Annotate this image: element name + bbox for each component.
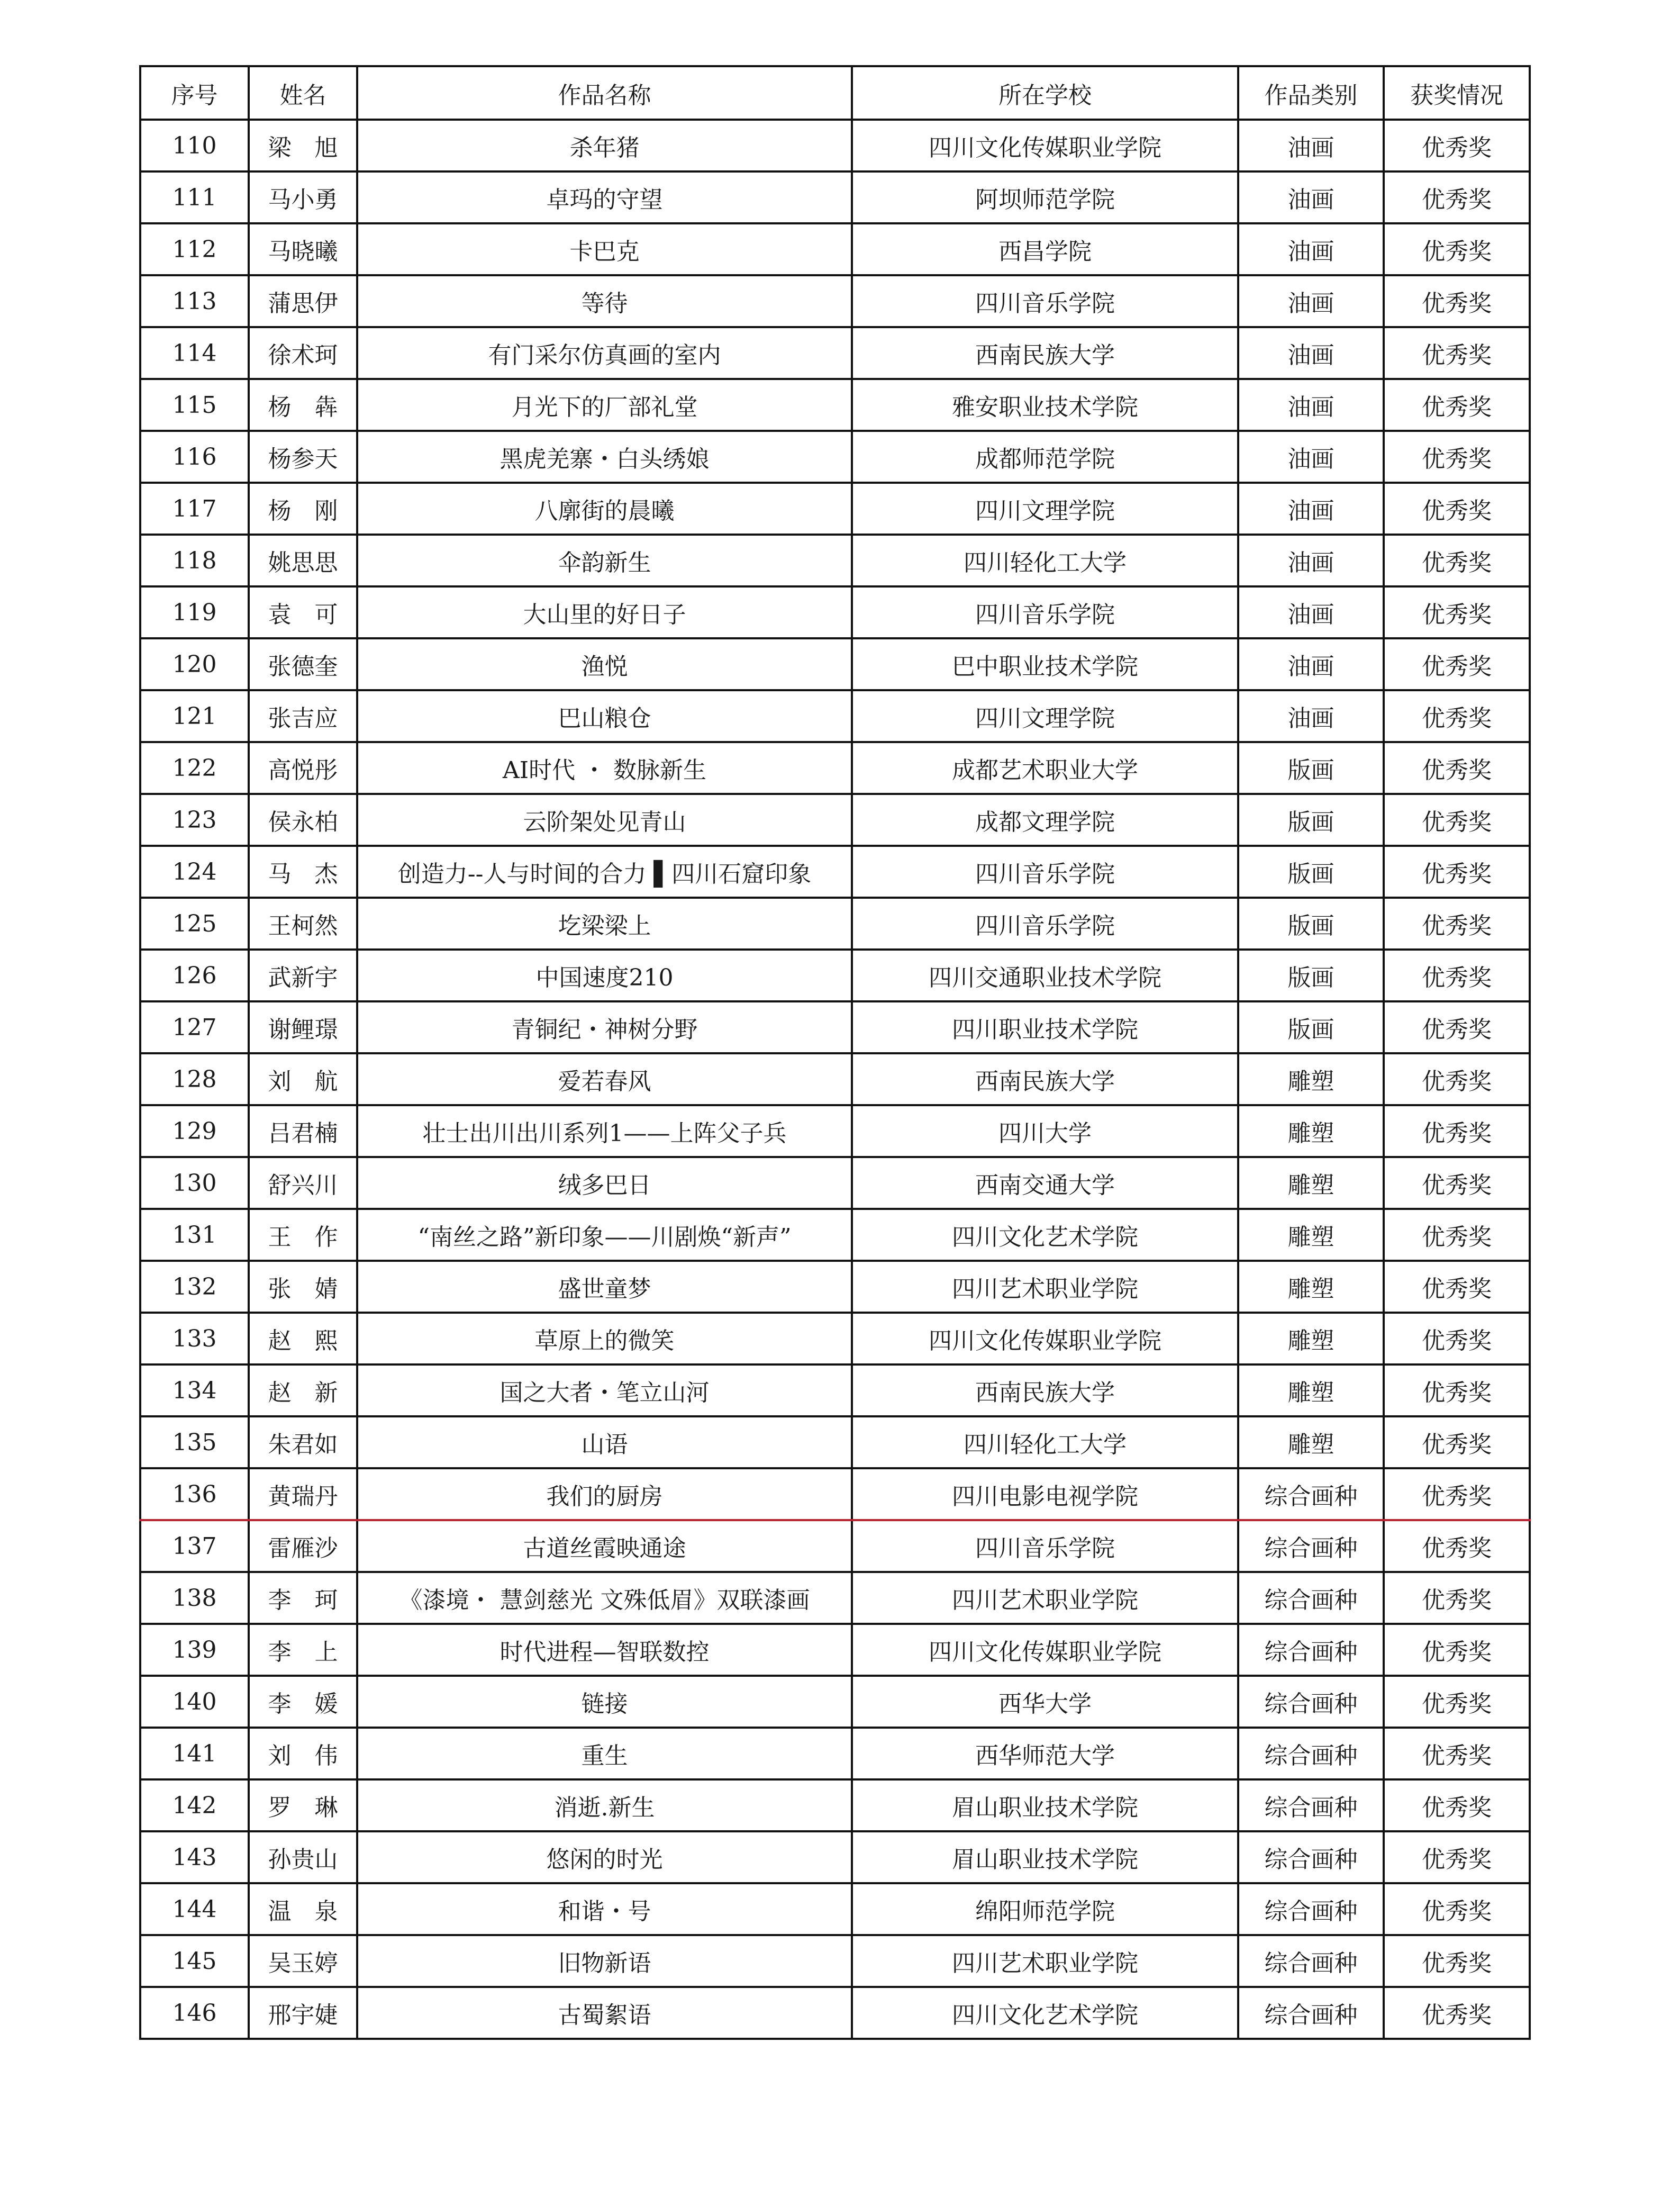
cell-index: 133 xyxy=(140,1313,249,1364)
table-row xyxy=(140,898,1530,950)
cell-school: 西昌学院 xyxy=(852,223,1238,275)
cell-award: 优秀奖 xyxy=(1384,1468,1530,1520)
table-row xyxy=(140,1883,1530,1935)
cell-school: 四川艺术职业学院 xyxy=(852,1572,1238,1624)
cell-name: 温 泉 xyxy=(249,1883,357,1935)
table-row xyxy=(140,1364,1530,1416)
cell-name: 雷雁沙 xyxy=(249,1520,357,1572)
cell-school: 四川职业技术学院 xyxy=(852,1001,1238,1053)
cell-index: 134 xyxy=(140,1364,249,1416)
cell-name: 王 作 xyxy=(249,1209,357,1261)
cell-school: 四川音乐学院 xyxy=(852,275,1238,327)
cell-school: 西华师范大学 xyxy=(852,1728,1238,1779)
cell-school: 巴中职业技术学院 xyxy=(852,638,1238,690)
cell-award: 优秀奖 xyxy=(1384,327,1530,379)
table-row xyxy=(140,690,1530,742)
table-row xyxy=(140,1157,1530,1209)
cell-award: 优秀奖 xyxy=(1384,431,1530,483)
cell-award: 优秀奖 xyxy=(1384,950,1530,1001)
cell-award: 优秀奖 xyxy=(1384,1987,1530,2039)
cell-index: 140 xyxy=(140,1676,249,1728)
table-row xyxy=(140,535,1530,586)
cell-index: 113 xyxy=(140,275,249,327)
cell-school: 雅安职业技术学院 xyxy=(852,379,1238,431)
cell-name: 张 婧 xyxy=(249,1261,357,1313)
table-body xyxy=(140,120,1530,2039)
cell-name: 高悦彤 xyxy=(249,742,357,794)
table-row xyxy=(140,379,1530,431)
cell-index: 111 xyxy=(140,171,249,223)
cell-school: 成都师范学院 xyxy=(852,431,1238,483)
cell-category: 雕塑 xyxy=(1238,1209,1384,1261)
cell-index: 117 xyxy=(140,483,249,535)
table-row xyxy=(140,1987,1530,2039)
cell-school: 眉山职业技术学院 xyxy=(852,1779,1238,1831)
cell-index: 138 xyxy=(140,1572,249,1624)
cell-work-title: 大山里的好日子 xyxy=(357,586,852,638)
cell-award: 优秀奖 xyxy=(1384,1520,1530,1572)
header-category: 作品类别 xyxy=(1238,66,1384,120)
cell-school: 四川轻化工大学 xyxy=(852,1416,1238,1468)
cell-index: 139 xyxy=(140,1624,249,1676)
cell-work-title: 八廓街的晨曦 xyxy=(357,483,852,535)
cell-school: 绵阳师范学院 xyxy=(852,1883,1238,1935)
cell-index: 127 xyxy=(140,1001,249,1053)
cell-work-title: 盛世童梦 xyxy=(357,1261,852,1313)
header-row xyxy=(140,66,1530,120)
cell-category: 雕塑 xyxy=(1238,1157,1384,1209)
table-row xyxy=(140,1053,1530,1105)
cell-category: 油画 xyxy=(1238,638,1384,690)
cell-school: 四川大学 xyxy=(852,1105,1238,1157)
table-row xyxy=(140,638,1530,690)
cell-index: 118 xyxy=(140,535,249,586)
cell-name: 赵 新 xyxy=(249,1364,357,1416)
table-row xyxy=(140,171,1530,223)
cell-index: 123 xyxy=(140,794,249,846)
table-row xyxy=(140,483,1530,535)
cell-name: 孙贵山 xyxy=(249,1831,357,1883)
cell-work-title: 创造力--人与时间的合力 ▌四川石窟印象 xyxy=(357,846,852,898)
cell-school: 四川交通职业技术学院 xyxy=(852,950,1238,1001)
cell-work-title: 伞韵新生 xyxy=(357,535,852,586)
cell-name: 侯永柏 xyxy=(249,794,357,846)
cell-award: 优秀奖 xyxy=(1384,1313,1530,1364)
table-row xyxy=(140,950,1530,1001)
table-row xyxy=(140,1572,1530,1624)
cell-category: 油画 xyxy=(1238,327,1384,379)
header-index: 序号 xyxy=(140,66,249,120)
table-row xyxy=(140,1261,1530,1313)
cell-name: 李 媛 xyxy=(249,1676,357,1728)
cell-category: 版画 xyxy=(1238,898,1384,950)
cell-name: 舒兴川 xyxy=(249,1157,357,1209)
cell-award: 优秀奖 xyxy=(1384,690,1530,742)
cell-category: 版画 xyxy=(1238,794,1384,846)
cell-name: 张德奎 xyxy=(249,638,357,690)
cell-name: 杨 刚 xyxy=(249,483,357,535)
cell-index: 122 xyxy=(140,742,249,794)
table-row xyxy=(140,1624,1530,1676)
cell-index: 112 xyxy=(140,223,249,275)
cell-school: 四川音乐学院 xyxy=(852,586,1238,638)
cell-index: 130 xyxy=(140,1157,249,1209)
cell-award: 优秀奖 xyxy=(1384,898,1530,950)
cell-award: 优秀奖 xyxy=(1384,171,1530,223)
cell-index: 137 xyxy=(140,1520,249,1572)
table-row xyxy=(140,1001,1530,1053)
cell-category: 版画 xyxy=(1238,1001,1384,1053)
table-row xyxy=(140,1416,1530,1468)
cell-work-title: 巴山粮仓 xyxy=(357,690,852,742)
cell-award: 优秀奖 xyxy=(1384,1053,1530,1105)
cell-name: 刘 伟 xyxy=(249,1728,357,1779)
cell-school: 西南民族大学 xyxy=(852,327,1238,379)
cell-index: 145 xyxy=(140,1935,249,1987)
table-row xyxy=(140,794,1530,846)
cell-index: 142 xyxy=(140,1779,249,1831)
cell-category: 油画 xyxy=(1238,535,1384,586)
cell-index: 126 xyxy=(140,950,249,1001)
header-work-title: 作品名称 xyxy=(357,66,852,120)
cell-category: 综合画种 xyxy=(1238,1883,1384,1935)
cell-name: 袁 可 xyxy=(249,586,357,638)
cell-index: 131 xyxy=(140,1209,249,1261)
table-row xyxy=(140,275,1530,327)
cell-school: 四川文化艺术学院 xyxy=(852,1209,1238,1261)
cell-work-title: 古道丝霞映通途 xyxy=(357,1520,852,1572)
cell-school: 西华大学 xyxy=(852,1676,1238,1728)
cell-school: 四川音乐学院 xyxy=(852,1520,1238,1572)
cell-index: 128 xyxy=(140,1053,249,1105)
header-school: 所在学校 xyxy=(852,66,1238,120)
cell-work-title: 重生 xyxy=(357,1728,852,1779)
cell-category: 综合画种 xyxy=(1238,1779,1384,1831)
cell-school: 阿坝师范学院 xyxy=(852,171,1238,223)
cell-name: 罗 琳 xyxy=(249,1779,357,1831)
cell-index: 132 xyxy=(140,1261,249,1313)
cell-school: 四川文化传媒职业学院 xyxy=(852,1624,1238,1676)
table-row xyxy=(140,1779,1530,1831)
cell-school: 四川文理学院 xyxy=(852,483,1238,535)
cell-category: 雕塑 xyxy=(1238,1105,1384,1157)
cell-school: 四川艺术职业学院 xyxy=(852,1261,1238,1313)
cell-name: 刘 航 xyxy=(249,1053,357,1105)
table-row xyxy=(140,1520,1530,1572)
cell-award: 优秀奖 xyxy=(1384,1831,1530,1883)
cell-award: 优秀奖 xyxy=(1384,586,1530,638)
cell-work-title: 旧物新语 xyxy=(357,1935,852,1987)
cell-name: 王柯然 xyxy=(249,898,357,950)
cell-work-title: 云阶架处见青山 xyxy=(357,794,852,846)
cell-work-title: 月光下的厂部礼堂 xyxy=(357,379,852,431)
cell-index: 121 xyxy=(140,690,249,742)
cell-category: 综合画种 xyxy=(1238,1987,1384,2039)
cell-work-title: 卓玛的守望 xyxy=(357,171,852,223)
cell-work-title: 卡巴克 xyxy=(357,223,852,275)
cell-name: 谢鲤璟 xyxy=(249,1001,357,1053)
table-row xyxy=(140,1105,1530,1157)
cell-index: 146 xyxy=(140,1987,249,2039)
cell-award: 优秀奖 xyxy=(1384,1261,1530,1313)
award-list-sheet xyxy=(139,65,1529,2040)
cell-work-title: 杀年猪 xyxy=(357,120,852,171)
cell-award: 优秀奖 xyxy=(1384,223,1530,275)
cell-award: 优秀奖 xyxy=(1384,1935,1530,1987)
cell-name: 黄瑞丹 xyxy=(249,1468,357,1520)
cell-work-title: 悠闲的时光 xyxy=(357,1831,852,1883)
cell-category: 综合画种 xyxy=(1238,1831,1384,1883)
cell-award: 优秀奖 xyxy=(1384,120,1530,171)
cell-work-title: 壮士出川出川系列1——上阵父子兵 xyxy=(357,1105,852,1157)
cell-name: 张吉应 xyxy=(249,690,357,742)
cell-name: 武新宇 xyxy=(249,950,357,1001)
cell-category: 雕塑 xyxy=(1238,1261,1384,1313)
cell-award: 优秀奖 xyxy=(1384,275,1530,327)
cell-name: 马小勇 xyxy=(249,171,357,223)
cell-index: 135 xyxy=(140,1416,249,1468)
cell-category: 版画 xyxy=(1238,846,1384,898)
cell-category: 综合画种 xyxy=(1238,1520,1384,1572)
cell-category: 综合画种 xyxy=(1238,1468,1384,1520)
cell-school: 四川音乐学院 xyxy=(852,846,1238,898)
cell-index: 110 xyxy=(140,120,249,171)
cell-school: 四川文化传媒职业学院 xyxy=(852,1313,1238,1364)
cell-category: 综合画种 xyxy=(1238,1935,1384,1987)
cell-award: 优秀奖 xyxy=(1384,483,1530,535)
table-row xyxy=(140,742,1530,794)
table-row xyxy=(140,1676,1530,1728)
cell-category: 油画 xyxy=(1238,483,1384,535)
header-name: 姓名 xyxy=(249,66,357,120)
cell-work-title: 国之大者・笔立山河 xyxy=(357,1364,852,1416)
cell-work-title: 消逝.新生 xyxy=(357,1779,852,1831)
cell-name: 杨 犇 xyxy=(249,379,357,431)
cell-name: 赵 熙 xyxy=(249,1313,357,1364)
cell-award: 优秀奖 xyxy=(1384,1105,1530,1157)
cell-work-title: 等待 xyxy=(357,275,852,327)
cell-name: 杨参天 xyxy=(249,431,357,483)
cell-category: 油画 xyxy=(1238,690,1384,742)
header-award: 获奖情况 xyxy=(1384,66,1530,120)
cell-name: 李 珂 xyxy=(249,1572,357,1624)
cell-school: 四川文理学院 xyxy=(852,690,1238,742)
cell-name: 蒲思伊 xyxy=(249,275,357,327)
table-row xyxy=(140,120,1530,171)
cell-award: 优秀奖 xyxy=(1384,1728,1530,1779)
cell-category: 雕塑 xyxy=(1238,1053,1384,1105)
cell-award: 优秀奖 xyxy=(1384,638,1530,690)
cell-award: 优秀奖 xyxy=(1384,742,1530,794)
cell-award: 优秀奖 xyxy=(1384,1883,1530,1935)
cell-award: 优秀奖 xyxy=(1384,794,1530,846)
cell-category: 油画 xyxy=(1238,120,1384,171)
cell-work-title: 古蜀絮语 xyxy=(357,1987,852,2039)
cell-award: 优秀奖 xyxy=(1384,1157,1530,1209)
cell-index: 143 xyxy=(140,1831,249,1883)
cell-award: 优秀奖 xyxy=(1384,1779,1530,1831)
cell-school: 四川电影电视学院 xyxy=(852,1468,1238,1520)
cell-index: 125 xyxy=(140,898,249,950)
cell-school: 成都文理学院 xyxy=(852,794,1238,846)
table-row xyxy=(140,327,1530,379)
table-row xyxy=(140,1831,1530,1883)
cell-work-title: 时代进程—智联数控 xyxy=(357,1624,852,1676)
cell-award: 优秀奖 xyxy=(1384,535,1530,586)
cell-category: 油画 xyxy=(1238,171,1384,223)
cell-award: 优秀奖 xyxy=(1384,1001,1530,1053)
cell-category: 油画 xyxy=(1238,431,1384,483)
cell-name: 梁 旭 xyxy=(249,120,357,171)
cell-name: 马晓曦 xyxy=(249,223,357,275)
cell-award: 优秀奖 xyxy=(1384,1676,1530,1728)
cell-category: 综合画种 xyxy=(1238,1624,1384,1676)
cell-index: 116 xyxy=(140,431,249,483)
table-row xyxy=(140,431,1530,483)
cell-award: 优秀奖 xyxy=(1384,379,1530,431)
cell-category: 雕塑 xyxy=(1238,1364,1384,1416)
cell-work-title: 绒多巴日 xyxy=(357,1157,852,1209)
cell-name: 姚思思 xyxy=(249,535,357,586)
cell-index: 141 xyxy=(140,1728,249,1779)
cell-work-title: 和谐・号 xyxy=(357,1883,852,1935)
cell-work-title: 《漆境・ 慧剑慈光 文殊低眉》双联漆画 xyxy=(357,1572,852,1624)
cell-category: 油画 xyxy=(1238,223,1384,275)
cell-category: 雕塑 xyxy=(1238,1313,1384,1364)
cell-work-title: 青铜纪・神树分野 xyxy=(357,1001,852,1053)
cell-work-title: 我们的厨房 xyxy=(357,1468,852,1520)
table-row xyxy=(140,1935,1530,1987)
cell-school: 四川轻化工大学 xyxy=(852,535,1238,586)
cell-work-title: 圪梁梁上 xyxy=(357,898,852,950)
cell-work-title: 有门采尔仿真画的室内 xyxy=(357,327,852,379)
cell-category: 油画 xyxy=(1238,275,1384,327)
cell-award: 优秀奖 xyxy=(1384,1416,1530,1468)
cell-index: 114 xyxy=(140,327,249,379)
cell-name: 马 杰 xyxy=(249,846,357,898)
cell-index: 120 xyxy=(140,638,249,690)
cell-name: 李 上 xyxy=(249,1624,357,1676)
cell-school: 西南交通大学 xyxy=(852,1157,1238,1209)
cell-award: 优秀奖 xyxy=(1384,1572,1530,1624)
cell-name: 吕君楠 xyxy=(249,1105,357,1157)
cell-school: 四川艺术职业学院 xyxy=(852,1935,1238,1987)
cell-award: 优秀奖 xyxy=(1384,1624,1530,1676)
cell-school: 四川音乐学院 xyxy=(852,898,1238,950)
cell-award: 优秀奖 xyxy=(1384,1364,1530,1416)
cell-school: 眉山职业技术学院 xyxy=(852,1831,1238,1883)
table-row xyxy=(140,1313,1530,1364)
cell-index: 136 xyxy=(140,1468,249,1520)
table-row xyxy=(140,846,1530,898)
cell-index: 115 xyxy=(140,379,249,431)
cell-school: 西南民族大学 xyxy=(852,1053,1238,1105)
table-row xyxy=(140,586,1530,638)
cell-index: 124 xyxy=(140,846,249,898)
cell-work-title: 草原上的微笑 xyxy=(357,1313,852,1364)
cell-award: 优秀奖 xyxy=(1384,1209,1530,1261)
cell-category: 雕塑 xyxy=(1238,1416,1384,1468)
cell-category: 综合画种 xyxy=(1238,1572,1384,1624)
cell-name: 邢宇婕 xyxy=(249,1987,357,2039)
cell-work-title: AI时代 ・ 数脉新生 xyxy=(357,742,852,794)
cell-work-title: 黑虎羌寨・白头绣娘 xyxy=(357,431,852,483)
cell-work-title: 山语 xyxy=(357,1416,852,1468)
cell-category: 综合画种 xyxy=(1238,1676,1384,1728)
cell-work-title: 链接 xyxy=(357,1676,852,1728)
cell-school: 成都艺术职业大学 xyxy=(852,742,1238,794)
cell-work-title: 爱若春风 xyxy=(357,1053,852,1105)
cell-category: 油画 xyxy=(1238,379,1384,431)
cell-index: 119 xyxy=(140,586,249,638)
cell-award: 优秀奖 xyxy=(1384,846,1530,898)
cell-category: 版画 xyxy=(1238,742,1384,794)
cell-category: 版画 xyxy=(1238,950,1384,1001)
cell-work-title: “南丝之路”新印象——川剧焕“新声” xyxy=(357,1209,852,1261)
cell-school: 四川文化传媒职业学院 xyxy=(852,120,1238,171)
cell-school: 西南民族大学 xyxy=(852,1364,1238,1416)
cell-index: 129 xyxy=(140,1105,249,1157)
cell-work-title: 渔悦 xyxy=(357,638,852,690)
cell-name: 朱君如 xyxy=(249,1416,357,1468)
cell-category: 油画 xyxy=(1238,586,1384,638)
table-row xyxy=(140,1728,1530,1779)
table-row xyxy=(140,1209,1530,1261)
cell-index: 144 xyxy=(140,1883,249,1935)
award-table xyxy=(139,65,1531,2040)
cell-work-title: 中国速度210 xyxy=(357,950,852,1001)
table-row xyxy=(140,223,1530,275)
cell-category: 综合画种 xyxy=(1238,1728,1384,1779)
table-row xyxy=(140,1468,1530,1520)
cell-name: 徐术珂 xyxy=(249,327,357,379)
cell-school: 四川文化艺术学院 xyxy=(852,1987,1238,2039)
cell-name: 吴玉婷 xyxy=(249,1935,357,1987)
